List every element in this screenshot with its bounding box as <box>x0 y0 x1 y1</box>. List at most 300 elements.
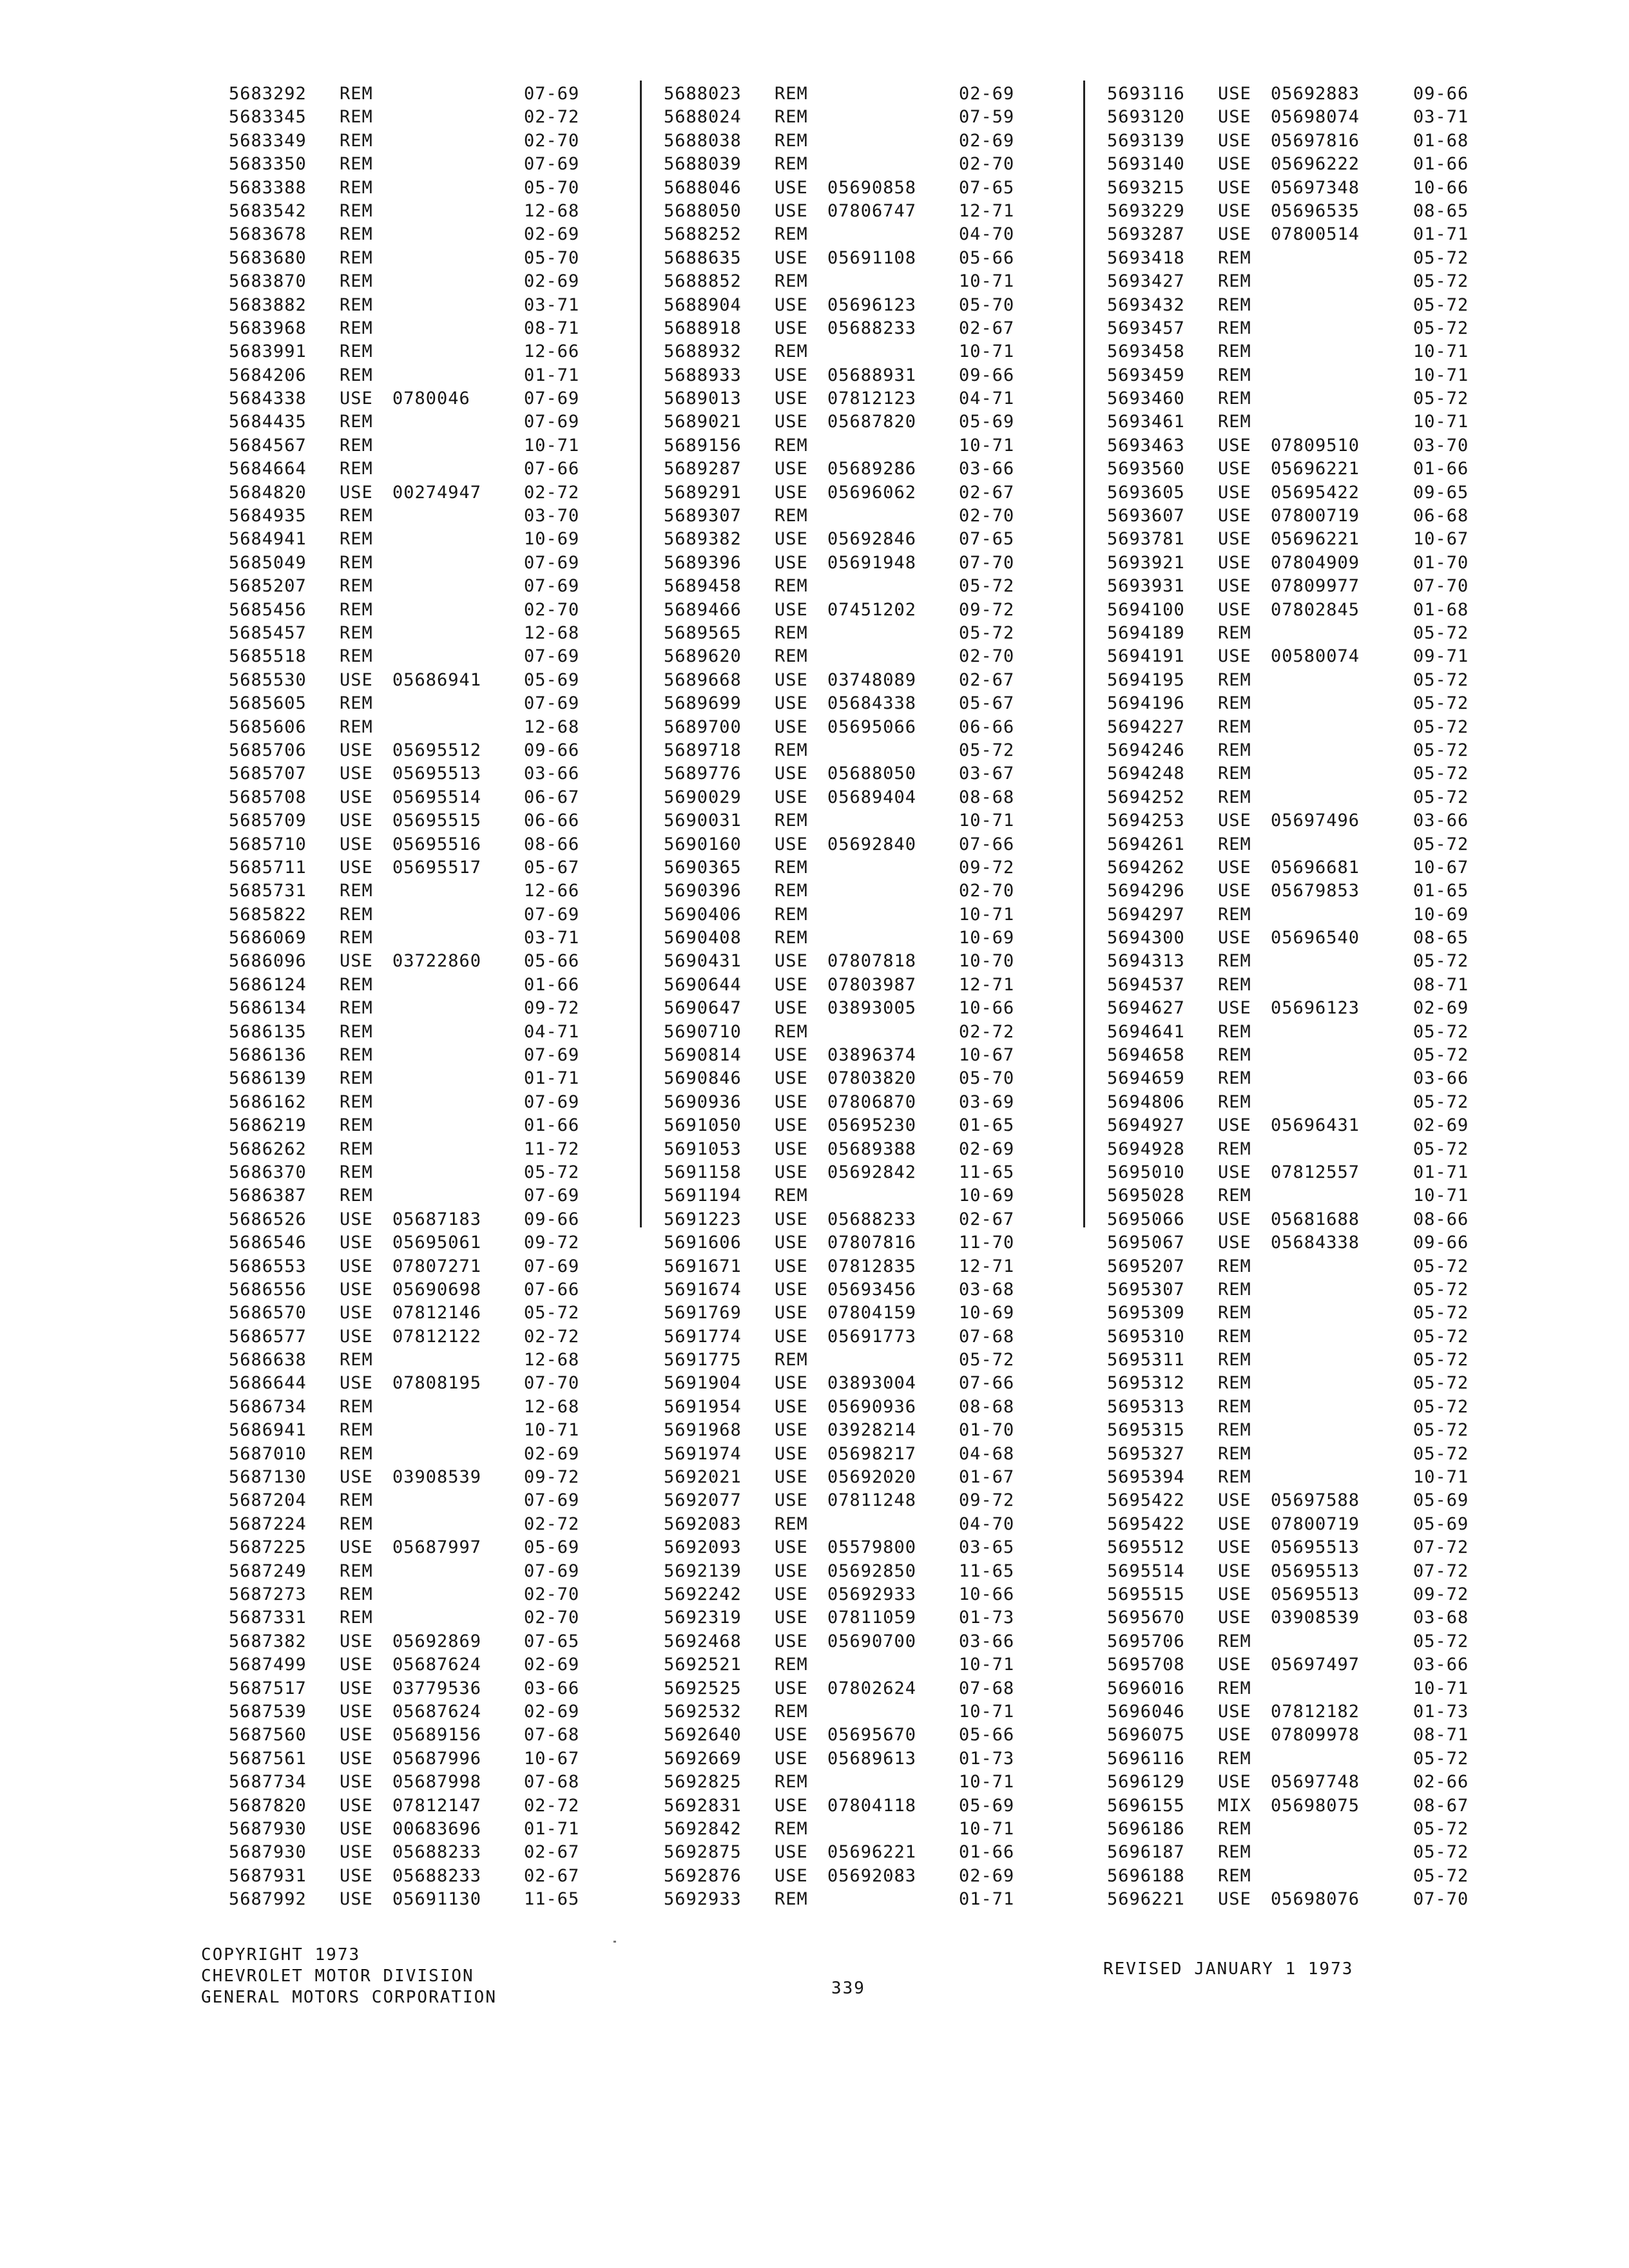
date-code: 01-71 <box>524 365 580 385</box>
date-code: 01-68 <box>1413 130 1469 151</box>
action-code: USE <box>340 811 373 831</box>
action-code: REM <box>340 599 373 620</box>
date-code: 09-72 <box>1413 1584 1469 1604</box>
date-code: 09-66 <box>524 740 580 760</box>
date-code: 02-70 <box>959 154 1015 175</box>
action-code: REM <box>340 154 373 175</box>
replacement-number: 05696431 <box>1271 1115 1360 1136</box>
action-code: REM <box>340 1584 373 1604</box>
parts-row <box>664 1560 1050 1583</box>
parts-row <box>664 1865 1050 1888</box>
part-number: 5686134 <box>229 998 307 1019</box>
part-number: 5692521 <box>664 1655 742 1675</box>
parts-row <box>229 1067 615 1090</box>
date-code: 05-72 <box>959 576 1015 597</box>
date-code: 01-65 <box>959 1115 1015 1136</box>
date-code: 03-70 <box>524 506 580 526</box>
action-code: REM <box>1218 1186 1251 1206</box>
parts-row <box>1107 1372 1494 1395</box>
date-code: 05-72 <box>1413 1279 1469 1300</box>
parts-row <box>664 739 1050 762</box>
action-code: USE <box>1218 998 1251 1019</box>
action-code: REM <box>1218 1021 1251 1042</box>
parts-row <box>664 177 1050 200</box>
parts-row <box>229 130 615 153</box>
parts-row <box>1107 950 1494 973</box>
replacement-number: 05692883 <box>1271 84 1360 104</box>
action-code: REM <box>340 1068 373 1089</box>
parts-row <box>1107 153 1494 176</box>
parts-row <box>1107 1231 1494 1254</box>
parts-row <box>664 223 1050 246</box>
part-number: 5687930 <box>229 1818 307 1839</box>
action-code: USE <box>1218 1772 1251 1792</box>
replacement-number: 05684338 <box>1271 1233 1360 1253</box>
parts-row <box>664 552 1050 575</box>
part-number: 5695315 <box>1107 1420 1185 1441</box>
action-code: USE <box>775 1467 808 1488</box>
action-code: USE <box>340 834 373 854</box>
part-number: 5693607 <box>1107 506 1185 526</box>
replacement-number: 05691773 <box>827 1326 917 1347</box>
replacement-number: 05692020 <box>827 1467 917 1488</box>
action-code: REM <box>1218 1865 1251 1886</box>
parts-row <box>664 1021 1050 1044</box>
date-code: 02-69 <box>524 1701 580 1722</box>
action-code: REM <box>340 576 373 597</box>
action-code: USE <box>775 998 808 1019</box>
action-code: REM <box>775 857 808 878</box>
parts-row <box>1107 786 1494 809</box>
part-number: 5688023 <box>664 84 742 104</box>
action-code: USE <box>1218 881 1251 901</box>
part-number: 5683388 <box>229 177 307 198</box>
parts-row <box>664 1138 1050 1161</box>
date-code: 10-71 <box>959 341 1015 362</box>
part-number: 5694928 <box>1107 1139 1185 1159</box>
date-code: 02-69 <box>524 224 580 245</box>
parts-row <box>229 1091 615 1114</box>
parts-row <box>664 364 1050 387</box>
action-code: USE <box>340 1631 373 1651</box>
part-number: 5690365 <box>664 857 742 878</box>
action-code: REM <box>340 1443 373 1464</box>
parts-row <box>1107 762 1494 785</box>
action-code: USE <box>1218 646 1251 667</box>
parts-row <box>229 762 615 785</box>
date-code: 01-70 <box>1413 552 1469 573</box>
replacement-number: 07802624 <box>827 1678 917 1698</box>
date-code: 02-67 <box>524 1865 580 1886</box>
parts-row <box>664 1372 1050 1395</box>
part-number: 5693287 <box>1107 224 1185 245</box>
date-code: 07-70 <box>1413 1889 1469 1910</box>
action-code: USE <box>1218 154 1251 175</box>
date-code: 07-69 <box>524 552 580 573</box>
replacement-number: 07808195 <box>392 1373 482 1394</box>
part-number: 5683680 <box>229 247 307 268</box>
part-number: 5693215 <box>1107 177 1185 198</box>
part-number: 5695514 <box>1107 1561 1185 1581</box>
part-number: 5692831 <box>664 1795 742 1816</box>
part-number: 5691775 <box>664 1350 742 1370</box>
date-code: 08-67 <box>1413 1795 1469 1816</box>
replacement-number: 05686941 <box>392 669 482 690</box>
part-number: 5689013 <box>664 389 742 409</box>
action-code: REM <box>340 646 373 667</box>
action-code: REM <box>340 200 373 221</box>
parts-row <box>664 1161 1050 1184</box>
part-number: 5694659 <box>1107 1068 1185 1089</box>
action-code: USE <box>340 1233 373 1253</box>
parts-row <box>229 1114 615 1137</box>
date-code: 05-72 <box>1413 669 1469 690</box>
parts-row <box>229 1184 615 1207</box>
parts-row <box>1107 1067 1494 1090</box>
parts-row <box>664 130 1050 153</box>
date-code: 08-65 <box>1413 928 1469 948</box>
parts-row <box>229 950 615 973</box>
date-code: 08-68 <box>959 787 1015 807</box>
part-number: 5686644 <box>229 1373 307 1394</box>
action-code: USE <box>1218 1233 1251 1253</box>
part-number: 5683292 <box>229 84 307 104</box>
date-code: 07-69 <box>524 412 580 432</box>
parts-row <box>229 223 615 246</box>
replacement-number: 05693456 <box>827 1279 917 1300</box>
part-number: 5694227 <box>1107 716 1185 737</box>
action-code: REM <box>775 1514 808 1534</box>
part-number: 5688918 <box>664 318 742 338</box>
date-code: 05-72 <box>524 1303 580 1323</box>
part-number: 5690029 <box>664 787 742 807</box>
parts-row <box>229 457 615 481</box>
part-number: 5689307 <box>664 506 742 526</box>
part-number: 5691050 <box>664 1115 742 1136</box>
part-number: 5685711 <box>229 857 307 878</box>
part-number: 5693432 <box>1107 294 1185 315</box>
parts-row <box>1107 223 1494 246</box>
replacement-number: 07812835 <box>827 1256 917 1276</box>
date-code: 11-65 <box>524 1889 580 1910</box>
date-code: 12-68 <box>524 200 580 221</box>
parts-row <box>664 153 1050 176</box>
parts-column-3 <box>1107 82 1494 1911</box>
parts-row <box>1107 434 1494 457</box>
part-number: 5695327 <box>1107 1443 1185 1464</box>
date-code: 02-66 <box>1413 1772 1469 1792</box>
action-code: REM <box>1218 693 1251 714</box>
date-code: 10-71 <box>524 1420 580 1441</box>
action-code: USE <box>775 1561 808 1581</box>
parts-row <box>229 692 615 715</box>
date-code: 05-72 <box>1413 318 1469 338</box>
replacement-number: 05692933 <box>827 1584 917 1604</box>
part-number: 5686219 <box>229 1115 307 1136</box>
action-code: USE <box>340 1725 373 1745</box>
date-code: 10-71 <box>524 435 580 456</box>
part-number: 5692825 <box>664 1772 742 1792</box>
parts-row <box>664 481 1050 505</box>
action-code: USE <box>775 1162 808 1182</box>
action-code: REM <box>775 1818 808 1839</box>
parts-row <box>1107 1700 1494 1724</box>
action-code: REM <box>340 412 373 432</box>
date-code: 07-69 <box>524 1091 580 1112</box>
parts-row <box>1107 457 1494 481</box>
part-number: 5683350 <box>229 154 307 175</box>
replacement-number: 07804118 <box>827 1795 917 1816</box>
date-code: 05-72 <box>1413 1748 1469 1769</box>
parts-row <box>229 1021 615 1044</box>
scan-mark <box>613 1941 616 1943</box>
replacement-number: 05697496 <box>1271 811 1360 831</box>
action-code: REM <box>1218 412 1251 432</box>
part-number: 5694248 <box>1107 764 1185 784</box>
parts-row <box>664 1771 1050 1794</box>
part-number: 5688038 <box>664 130 742 151</box>
parts-row <box>1107 481 1494 505</box>
replacement-number: 07451202 <box>827 599 917 620</box>
part-number: 5683991 <box>229 341 307 362</box>
parts-row <box>1107 1255 1494 1278</box>
action-code: REM <box>1218 1326 1251 1347</box>
action-code: REM <box>1218 1045 1251 1066</box>
action-code: REM <box>1218 1279 1251 1300</box>
action-code: USE <box>775 1373 808 1394</box>
parts-row <box>229 247 615 270</box>
part-number: 5690431 <box>664 951 742 972</box>
part-number: 5687130 <box>229 1467 307 1488</box>
replacement-number: 03908539 <box>392 1467 482 1488</box>
parts-row <box>1107 1021 1494 1044</box>
action-code: USE <box>775 1091 808 1112</box>
parts-row <box>229 856 615 879</box>
part-number: 5691769 <box>664 1303 742 1323</box>
replacement-number: 05687998 <box>392 1772 482 1792</box>
replacement-number: 05689404 <box>827 787 917 807</box>
parts-row <box>1107 247 1494 270</box>
date-code: 02-72 <box>524 1326 580 1347</box>
parts-row <box>664 974 1050 997</box>
date-code: 01-73 <box>959 1608 1015 1628</box>
action-code: USE <box>775 294 808 315</box>
parts-row <box>229 599 615 622</box>
parts-row <box>229 1653 615 1677</box>
date-code: 02-69 <box>959 1865 1015 1886</box>
action-code: REM <box>775 224 808 245</box>
parts-row <box>1107 1466 1494 1489</box>
action-code: USE <box>340 857 373 878</box>
parts-row <box>1107 879 1494 903</box>
parts-row <box>664 528 1050 551</box>
action-code: REM <box>340 341 373 362</box>
part-number: 5688024 <box>664 107 742 128</box>
date-code: 05-72 <box>1413 1021 1469 1042</box>
action-code: REM <box>340 177 373 198</box>
part-number: 5690408 <box>664 928 742 948</box>
action-code: REM <box>1218 1350 1251 1370</box>
date-code: 05-72 <box>1413 389 1469 409</box>
parts-row <box>664 856 1050 879</box>
date-code: 03-68 <box>959 1279 1015 1300</box>
date-code: 10-71 <box>1413 341 1469 362</box>
replacement-number: 05696221 <box>1271 459 1360 479</box>
date-code: 05-72 <box>1413 1631 1469 1651</box>
date-code: 05-72 <box>1413 740 1469 760</box>
date-code: 02-67 <box>959 318 1015 338</box>
action-code: REM <box>340 622 373 643</box>
date-code: 02-69 <box>959 1139 1015 1159</box>
date-code: 02-72 <box>524 107 580 128</box>
action-code: USE <box>775 1631 808 1651</box>
part-number: 5686577 <box>229 1326 307 1347</box>
parts-row <box>1107 1818 1494 1841</box>
replacement-number: 07800514 <box>1271 224 1360 245</box>
date-code: 07-66 <box>959 1373 1015 1394</box>
replacement-number: 00683696 <box>392 1818 482 1839</box>
replacement-number: 07804909 <box>1271 552 1360 573</box>
replacement-number: 05689613 <box>827 1748 917 1769</box>
replacement-number: 05696681 <box>1271 857 1360 878</box>
action-code: USE <box>1218 459 1251 479</box>
action-code: REM <box>1218 389 1251 409</box>
copyright-notice: COPYRIGHT 1973 CHEVROLET MOTOR DIVISION GENERAL MOTORS CORPORATION <box>201 1945 497 2007</box>
date-code: 03-69 <box>959 1091 1015 1112</box>
action-code: REM <box>1218 834 1251 854</box>
replacement-number: 07812123 <box>827 389 917 409</box>
action-code: REM <box>1218 974 1251 995</box>
action-code: USE <box>775 1115 808 1136</box>
date-code: 02-72 <box>524 1795 580 1816</box>
date-code: 01-71 <box>959 1889 1015 1910</box>
action-code: REM <box>340 1091 373 1112</box>
action-code: USE <box>1218 200 1251 221</box>
date-code: 02-72 <box>524 1514 580 1534</box>
action-code: REM <box>1218 247 1251 268</box>
parts-row <box>1107 1278 1494 1302</box>
action-code: USE <box>340 389 373 409</box>
column-divider <box>1083 81 1085 1227</box>
part-number: 5686553 <box>229 1256 307 1276</box>
action-code: REM <box>1218 341 1251 362</box>
action-code: USE <box>1218 1584 1251 1604</box>
date-code: 05-72 <box>1413 693 1469 714</box>
parts-row <box>1107 1583 1494 1606</box>
date-code: 05-72 <box>1413 1396 1469 1417</box>
parts-row <box>229 1818 615 1841</box>
parts-row <box>664 1255 1050 1278</box>
parts-row <box>664 1606 1050 1629</box>
part-number: 5691974 <box>664 1443 742 1464</box>
action-code: USE <box>340 1701 373 1722</box>
part-number: 5696187 <box>1107 1842 1185 1863</box>
part-number: 5686139 <box>229 1068 307 1089</box>
action-code: USE <box>1218 576 1251 597</box>
parts-row <box>229 387 615 410</box>
replacement-number: 05697588 <box>1271 1490 1360 1511</box>
parts-row <box>664 200 1050 223</box>
parts-row <box>1107 1044 1494 1067</box>
date-code: 02-69 <box>524 1655 580 1675</box>
date-code: 02-69 <box>1413 998 1469 1019</box>
date-code: 05-69 <box>524 1537 580 1558</box>
action-code: REM <box>340 271 373 292</box>
replacement-number: 05692869 <box>392 1631 482 1651</box>
action-code: REM <box>340 552 373 573</box>
part-number: 5693458 <box>1107 341 1185 362</box>
part-number: 5695067 <box>1107 1233 1185 1253</box>
part-number: 5684935 <box>229 506 307 526</box>
action-code: REM <box>775 84 808 104</box>
part-number: 5693605 <box>1107 482 1185 503</box>
parts-row <box>664 1208 1050 1231</box>
part-number: 5686262 <box>229 1139 307 1159</box>
replacement-number: 05696221 <box>1271 529 1360 550</box>
date-code: 03-67 <box>959 764 1015 784</box>
part-number: 5695307 <box>1107 1279 1185 1300</box>
parts-row <box>664 1583 1050 1606</box>
date-code: 03-70 <box>1413 435 1469 456</box>
part-number: 5692532 <box>664 1701 742 1722</box>
parts-row <box>1107 599 1494 622</box>
replacement-number: 05681688 <box>1271 1209 1360 1229</box>
replacement-number: 07806870 <box>827 1091 917 1112</box>
action-code: REM <box>1218 1373 1251 1394</box>
part-number: 5695311 <box>1107 1350 1185 1370</box>
part-number: 5687249 <box>229 1561 307 1581</box>
replacement-number: 05697348 <box>1271 177 1360 198</box>
parts-row <box>1107 270 1494 293</box>
parts-row <box>229 1138 615 1161</box>
action-code: USE <box>340 1842 373 1863</box>
date-code: 05-66 <box>524 951 580 972</box>
date-code: 02-70 <box>524 599 580 620</box>
date-code: 12-66 <box>524 341 580 362</box>
part-number: 5689291 <box>664 482 742 503</box>
action-code: USE <box>775 1725 808 1745</box>
date-code: 06-66 <box>524 811 580 831</box>
date-code: 05-70 <box>524 177 580 198</box>
part-number: 5689396 <box>664 552 742 573</box>
date-code: 02-70 <box>959 881 1015 901</box>
action-code: USE <box>1218 1608 1251 1628</box>
part-number: 5696188 <box>1107 1865 1185 1886</box>
date-code: 02-70 <box>959 506 1015 526</box>
part-number: 5688635 <box>664 247 742 268</box>
date-code: 12-66 <box>524 881 580 901</box>
replacement-number: 07804159 <box>827 1303 917 1323</box>
date-code: 05-72 <box>1413 1373 1469 1394</box>
action-code: USE <box>340 1655 373 1675</box>
date-code: 07-70 <box>1413 576 1469 597</box>
parts-row <box>1107 1841 1494 1864</box>
action-code: REM <box>340 1608 373 1628</box>
part-number: 5689458 <box>664 576 742 597</box>
action-code: USE <box>775 716 808 737</box>
replacement-number: 05684338 <box>827 693 917 714</box>
date-code: 11-65 <box>959 1162 1015 1182</box>
parts-row <box>229 1372 615 1395</box>
part-number: 5687382 <box>229 1631 307 1651</box>
part-number: 5691223 <box>664 1209 742 1229</box>
part-number: 5686069 <box>229 928 307 948</box>
parts-row <box>664 1747 1050 1771</box>
replacement-number: 05698217 <box>827 1443 917 1464</box>
part-number: 5687992 <box>229 1889 307 1910</box>
date-code: 04-71 <box>524 1021 580 1042</box>
part-number: 5688252 <box>664 224 742 245</box>
